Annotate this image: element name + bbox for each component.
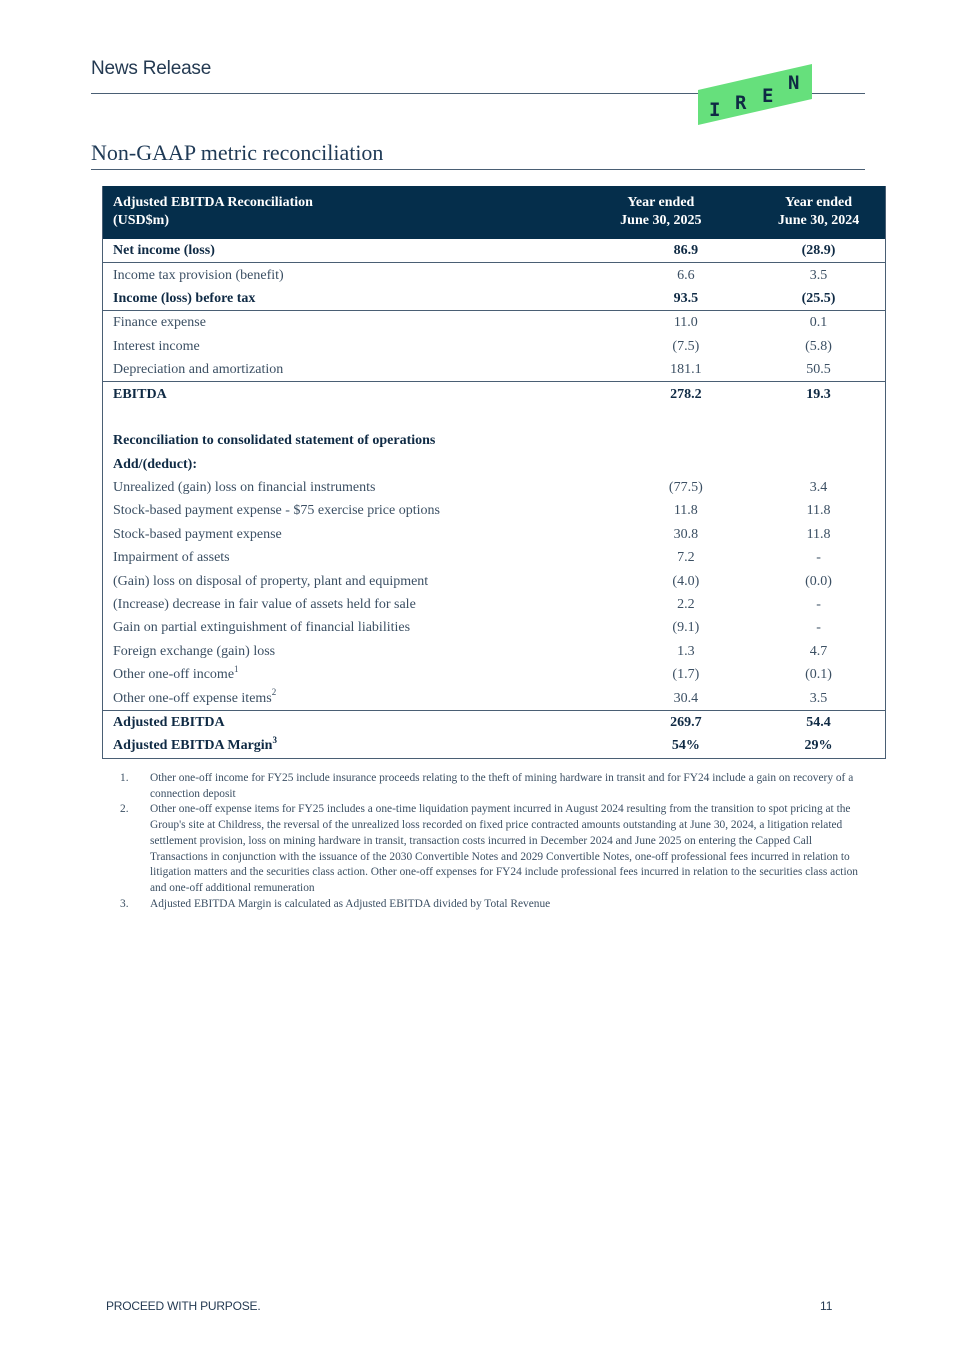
table-row: Reconciliation to consolidated statement of operations xyxy=(113,433,436,449)
page-number: 11 xyxy=(820,1299,833,1313)
table-row: (Increase) decrease in fair value of assets held for sale 2.2 - xyxy=(113,597,821,613)
table-row: Finance expense 11.0 0.1 xyxy=(103,311,886,335)
table-row: EBITDA 278.2 19.3 xyxy=(103,382,886,406)
header-description: Adjusted EBITDA Reconciliation (USD$m) xyxy=(103,186,570,239)
table-row: (Gain) loss on disposal of property, plant and equipment (4.0) (0.0) xyxy=(113,573,832,589)
table-row: Gain on partial extinguishment of financial liabilities (9.1) - xyxy=(113,620,821,636)
table-row: Adjusted EBITDA Margin$^3$ 54% 29% xyxy=(113,734,833,754)
table-spacer-row xyxy=(103,406,886,429)
table-row: Adjusted EBITDA 269.7 54.4 xyxy=(103,710,886,734)
table-row: Income (loss) before tax 93.5 (25.5) xyxy=(113,290,836,306)
logo-letter-i: I xyxy=(709,99,721,121)
logo-letter-r: R xyxy=(735,92,747,114)
footnote-ref: 1 xyxy=(234,663,239,674)
table-row: Stock-based payment expense 30.8 11.8 xyxy=(113,526,831,542)
iren-logo xyxy=(697,64,813,126)
table-row: Unrealized (gain) loss on financial instruments (77.5) 3.4 xyxy=(113,480,828,496)
logo-letter-e: E xyxy=(762,85,774,107)
header-fy24: Year ended June 30, 2024 xyxy=(752,186,885,239)
footnote-ref: 3 xyxy=(272,734,277,745)
footnote-1: 1. Other one-off income for FY25 include insurance proceeds relating to the theft of mining hardware in transit and for FY24 include a gain on recovery of a connection deposit xyxy=(120,772,854,800)
footnote-ref: 2 xyxy=(271,686,277,697)
table-row: Add/(deduct): xyxy=(113,456,198,472)
header-fy25: Year ended June 30, 2025 xyxy=(570,186,753,239)
table-row: Stock-based payment expense - $75 exercise price options 11.8 11.8 xyxy=(113,503,831,519)
header-title: News Release xyxy=(91,58,212,79)
footer-tagline: PROCEED WITH PURPOSE. xyxy=(106,1299,261,1313)
table-header-row xyxy=(103,186,886,239)
ebitda-reconciliation-table xyxy=(102,186,886,759)
table-row: Impairment of assets 7.2 - xyxy=(113,550,821,566)
section-title: Non-GAAP metric reconciliation xyxy=(91,140,384,165)
table-row: Depreciation and amortization 181.1 50.5 xyxy=(113,362,831,378)
logo-letter-n: N xyxy=(788,72,800,94)
table-row: Foreign exchange (gain) loss 1.3 4.7 xyxy=(113,643,828,659)
table-row: Other one-off expense items$^2$ 30.4 3.5 xyxy=(113,686,828,706)
table-row: Income tax provision (benefit) 6.6 3.5 xyxy=(103,263,886,287)
footnote-3: 3. Adjusted EBITDA Margin is calculated as Adjusted EBITDA divided by Total Revenue xyxy=(120,897,551,910)
table-row: Interest income (7.5) (5.8) xyxy=(113,338,832,354)
table-row: Other one-off income$^1$ (1.7) (0.1) xyxy=(113,663,832,683)
table-row: Net income (loss) 86.9 (28.9) xyxy=(113,243,836,259)
footnote-2: 2. Other one-off expense items for FY25 includes a one-time liquidation payment incurred in August 2024 resulting from the transition to spot pricing at the Group's site at Childress, the reversal of the unrealized loss recorded on fixed price contracted amounts outstanding at June 30, 2024, a litigation related settlement provision, loss on mining hardware in transit, transaction costs incurred in December 2024 and June 2025 on entering the Capped Call Transactions in conjunction with the issuance of the 2030 Convertible Notes and 2029 Convertible Notes, one-off professional fees incurred in relation to litigation matters and the securities class action. Other one-off expenses for FY24 include professional fees incurred in relation to the securities class action and one-off additional remuneration xyxy=(120,803,859,894)
footnotes xyxy=(120,771,865,912)
section-divider xyxy=(91,169,865,170)
